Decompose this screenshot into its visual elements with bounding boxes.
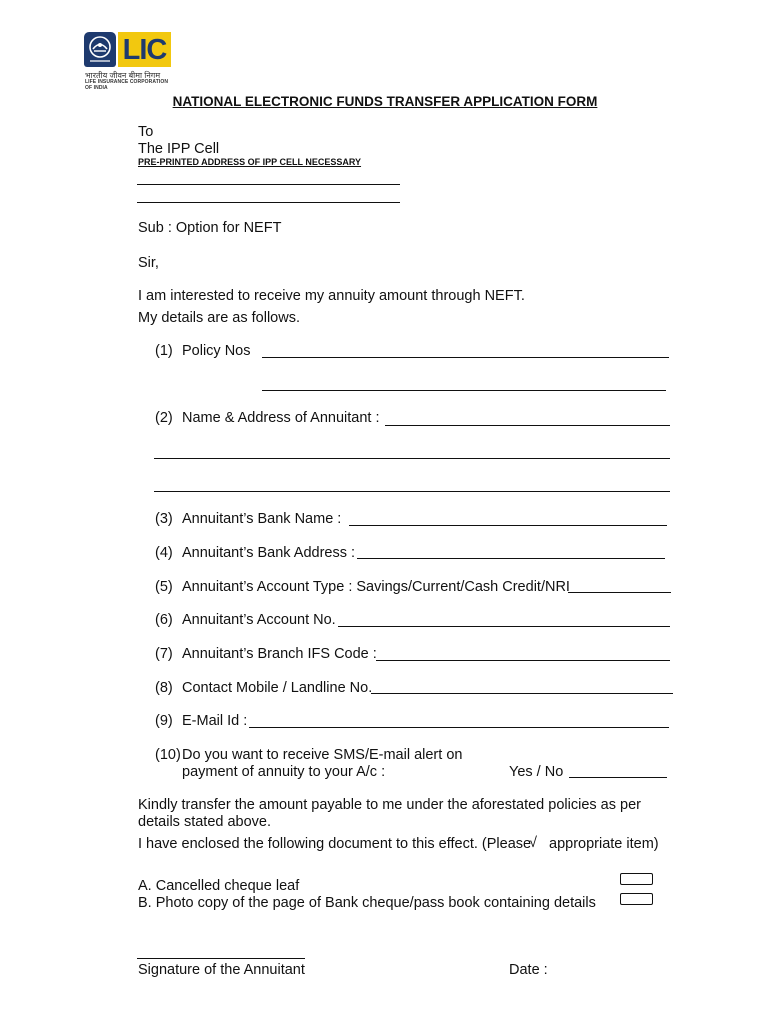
- field-6-label: Annuitant’s Account No.: [182, 612, 336, 628]
- bank-address-line[interactable]: [357, 558, 665, 559]
- contact-no-line[interactable]: [371, 693, 673, 694]
- field-2-number: (2): [155, 410, 173, 426]
- subject-line: Sub : Option for NEFT: [138, 220, 282, 236]
- field-1-label: Policy Nos: [182, 343, 251, 359]
- document-option-a: A. Cancelled cheque leaf: [138, 878, 300, 894]
- name-address-line-3[interactable]: [154, 491, 670, 492]
- account-no-line[interactable]: [338, 626, 670, 627]
- address-to: To: [138, 124, 154, 140]
- field-8-label: Contact Mobile / Landline No.: [182, 680, 373, 696]
- address-line-2[interactable]: [137, 202, 400, 203]
- address-note: PRE-PRINTED ADDRESS OF IPP CELL NECESSARY: [138, 157, 362, 167]
- field-3-number: (3): [155, 511, 173, 527]
- field-8-number: (8): [155, 680, 173, 696]
- date-label: Date :: [509, 962, 548, 978]
- field-4-label: Annuitant’s Bank Address :: [182, 545, 356, 561]
- salutation: Sir,: [138, 255, 159, 271]
- enclosed-line-suffix: appropriate item): [549, 836, 659, 852]
- address-recipient: The IPP Cell: [138, 141, 220, 157]
- enclosed-line-prefix: I have enclosed the following document to this effect. (Please: [138, 836, 532, 852]
- lic-english-name: LIFE INSURANCE CORPORATION OF INDIA: [85, 79, 169, 91]
- email-line[interactable]: [249, 727, 669, 728]
- field-4-number: (4): [155, 545, 173, 561]
- signature-line[interactable]: [137, 958, 305, 959]
- document-option-b: B. Photo copy of the page of Bank cheque/pass book containing details: [138, 895, 596, 911]
- field-7-number: (7): [155, 646, 173, 662]
- policy-nos-line-1[interactable]: [262, 357, 669, 358]
- intro-line-1: I am interested to receive my annuity amount through NEFT.: [138, 288, 525, 304]
- field-10-number: (10): [155, 747, 181, 763]
- field-7-label: Annuitant’s Branch IFS Code :: [182, 646, 377, 662]
- field-5-label: Annuitant’s Account Type : Savings/Current/Cash Credit/NRI: [182, 579, 570, 595]
- bank-name-line[interactable]: [349, 525, 667, 526]
- lic-emblem-icon: [84, 32, 116, 67]
- yes-no-option: Yes / No: [509, 764, 564, 780]
- transfer-line-1: Kindly transfer the amount payable to me under the aforestated policies as per: [138, 797, 641, 813]
- check-mark-icon: √: [529, 835, 537, 851]
- field-9-number: (9): [155, 713, 173, 729]
- lic-hindi-name: भारतीय जीवन बीमा निगम: [85, 71, 161, 80]
- ifs-code-line[interactable]: [376, 660, 670, 661]
- address-line-1[interactable]: [137, 184, 400, 185]
- yes-no-line[interactable]: [569, 777, 667, 778]
- signature-label: Signature of the Annuitant: [138, 962, 305, 978]
- document-b-checkbox[interactable]: [620, 893, 653, 905]
- name-address-line-2[interactable]: [154, 458, 670, 459]
- transfer-line-2: details stated above.: [138, 814, 272, 830]
- field-2-label: Name & Address of Annuitant :: [182, 410, 380, 426]
- lic-brand-text: LIC: [118, 32, 171, 67]
- lic-logo: [84, 32, 174, 91]
- field-5-number: (5): [155, 579, 173, 595]
- policy-nos-line-2[interactable]: [262, 390, 666, 391]
- document-a-checkbox[interactable]: [620, 873, 653, 885]
- field-9-label: E-Mail Id :: [182, 713, 248, 729]
- name-address-line-1[interactable]: [385, 425, 670, 426]
- account-type-line[interactable]: [568, 592, 671, 593]
- intro-line-2: My details are as follows.: [138, 310, 300, 326]
- field-10-label-line-1: Do you want to receive SMS/E-mail alert on: [182, 747, 463, 763]
- field-1-number: (1): [155, 343, 173, 359]
- field-6-number: (6): [155, 612, 173, 628]
- form-title: NATIONAL ELECTRONIC FUNDS TRANSFER APPLICATION FORM: [172, 94, 598, 109]
- field-3-label: Annuitant’s Bank Name :: [182, 511, 342, 527]
- field-10-label-line-2: payment of annuity to your A/c :: [182, 764, 386, 780]
